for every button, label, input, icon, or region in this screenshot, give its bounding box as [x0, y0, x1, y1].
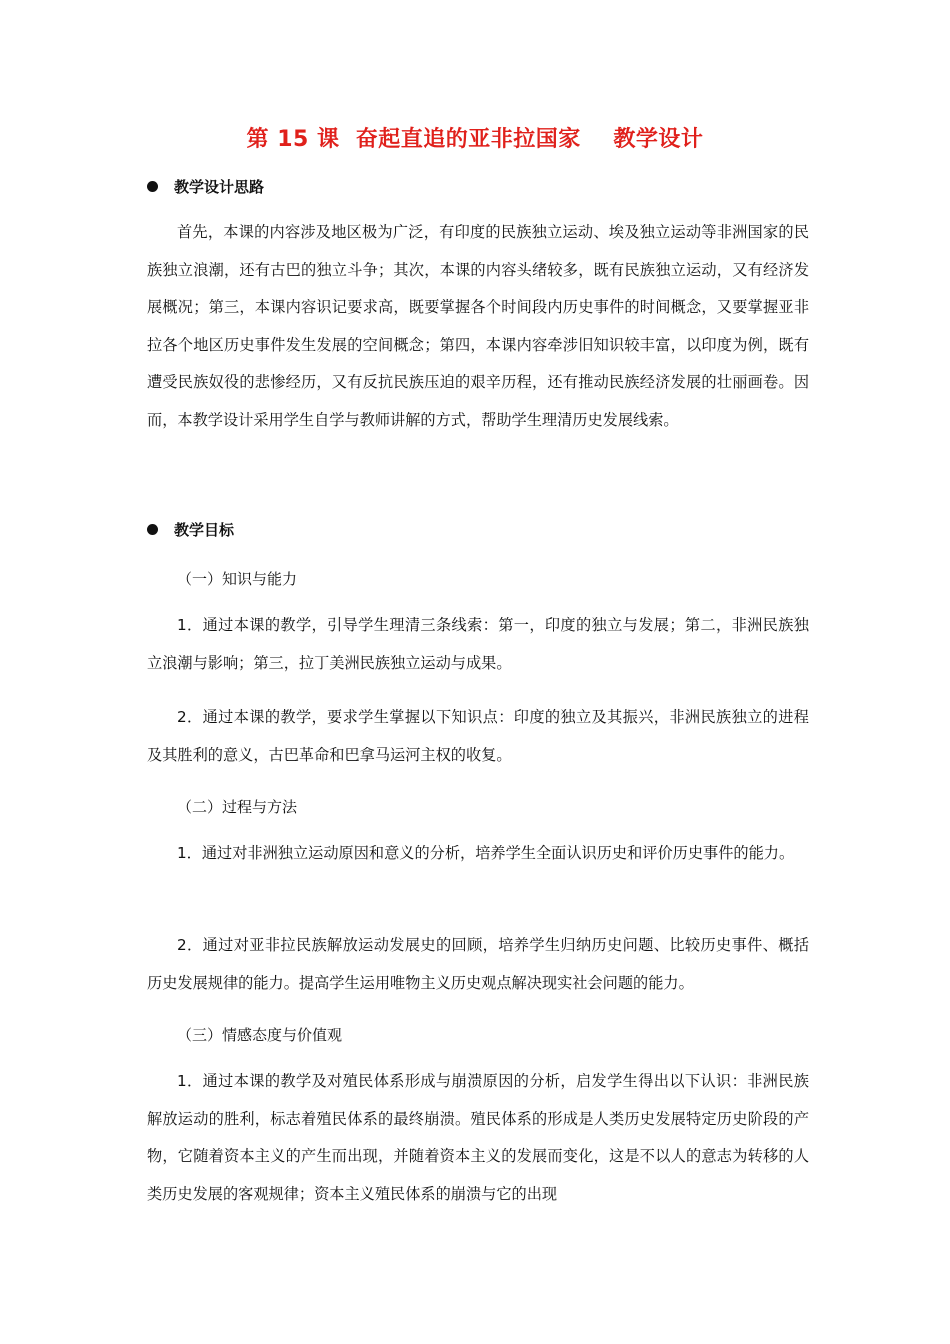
section-heading-text: 教学设计思路: [174, 178, 265, 196]
subsection-knowledge-label: （一）知识与能力: [177, 570, 298, 588]
emotion-item-1: 1．通过本课的教学及对殖民体系形成与崩溃原因的分析，启发学生得出以下认识：非洲民族解放运动的胜利，标志着殖民体系的最终崩溃。殖民体系的形成是人类历史发展特定历史阶段的产物，它随着资本主义的产生而出现，并随着资本主义的发展而变化，这是不以人的意志为转移的人类历史发展的客观规律；资本主义殖民体系的崩溃与它的出现: [147, 1072, 809, 1203]
document-title: 第 15 课 奋起直追的亚非拉国家 教学设计: [246, 127, 704, 152]
knowledge-item-2: 2．通过本课的教学，要求学生掌握以下知识点：印度的独立及其振兴，非洲民族独立的进程及其胜利的意义，古巴革命和巴拿马运河主权的收复。: [147, 708, 809, 764]
process-item-2: 2．通过对亚非拉民族解放运动发展史的回顾，培养学生归纳历史问题、比较历史事件、概括历史发展规律的能力。提高学生运用唯物主义历史观点解决现实社会问题的能力。: [147, 936, 809, 992]
section-heading-design-idea: [147, 176, 264, 197]
bullet-icon: [147, 524, 158, 535]
section-heading-objectives: [147, 519, 234, 540]
subsection-emotion-label: （三）情感态度与价值观: [177, 1026, 343, 1044]
subsection-process-label: （二）过程与方法: [177, 798, 298, 816]
bullet-icon: [147, 181, 158, 192]
knowledge-item-1: 1．通过本课的教学，引导学生理清三条线索：第一，印度的独立与发展；第二，非洲民族独立浪潮与影响；第三，拉丁美洲民族独立运动与成果。: [147, 616, 809, 672]
process-item-1: 1．通过对非洲独立运动原因和意义的分析，培养学生全面认识历史和评价历史事件的能力。: [177, 844, 795, 862]
section-heading-text: 教学目标: [174, 521, 235, 539]
design-idea-paragraph: 首先，本课的内容涉及地区极为广泛，有印度的民族独立运动、埃及独立运动等非洲国家的民族独立浪潮，还有古巴的独立斗争；其次，本课的内容头绪较多，既有民族独立运动，又有经济发展概况；第三，本课内容识记要求高，既要掌握各个时间段内历史事件的时间概念，又要掌握亚非拉各个地区历史事件发生发展的空间概念；第四，本课内容牵涉旧知识较丰富，以印度为例，既有遭受民族奴役的悲惨经历，又有反抗民族压迫的艰辛历程，还有推动民族经济发展的壮丽画卷。因而，本教学设计采用学生自学与教师讲解的方式，帮助学生理清历史发展线索。: [147, 223, 809, 429]
